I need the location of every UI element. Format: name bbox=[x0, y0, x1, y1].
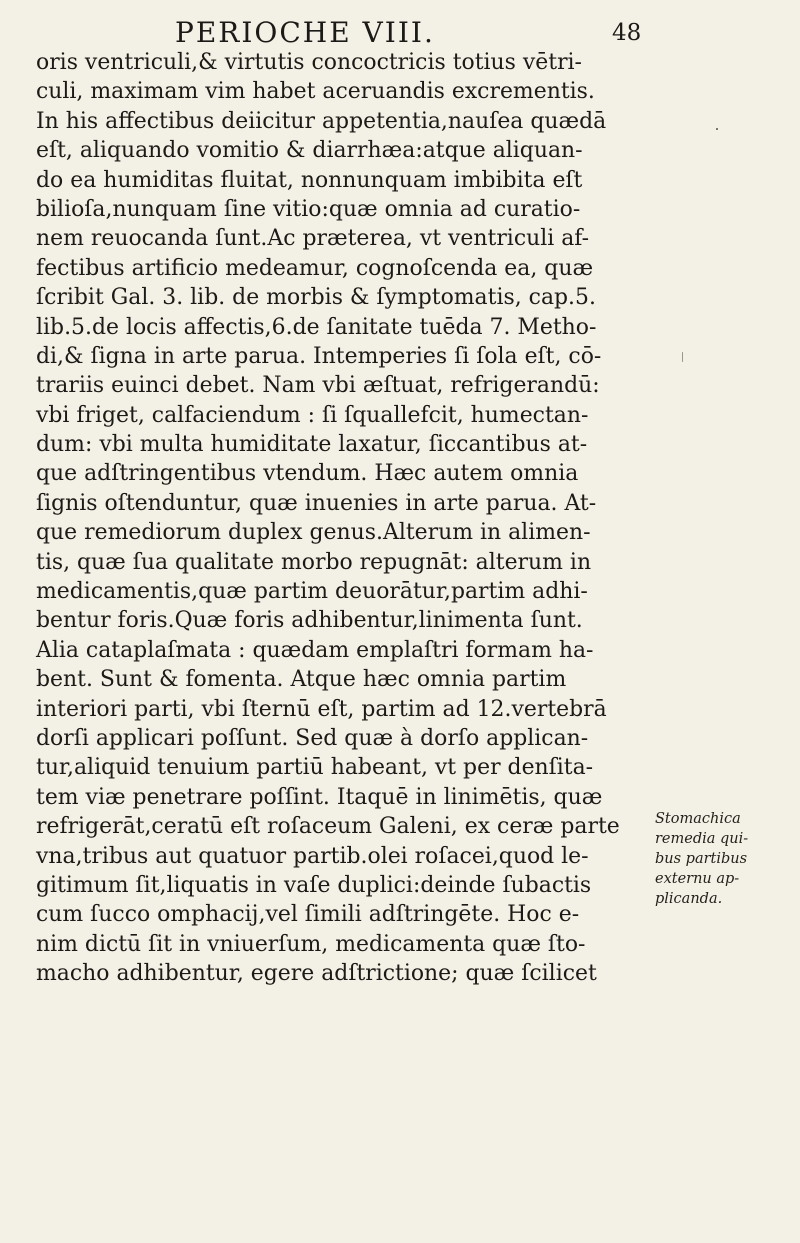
text-line: di,& ſigna in arte parua. Intemperies ſi ſola eſt, cō- bbox=[36, 343, 602, 369]
margin-note-line: remedia qui- bbox=[655, 831, 749, 847]
text-line: culi, maximam vim habet aceruandis excrementis. bbox=[36, 79, 595, 105]
text-line: macho adhibentur, egere adſtrictione; quæ ſcilicet bbox=[36, 961, 597, 987]
text-line: dum: vbi multa humiditate laxatur, ſiccantibus at- bbox=[36, 432, 588, 458]
text-line: nem reuocanda ſunt.Ac præterea, vt ventriculi af- bbox=[36, 226, 590, 252]
text-line: ſcribit Gal. 3. lib. de morbis & ſymptomatis, cap.5. bbox=[36, 285, 596, 311]
text-line: ſignis oſtenduntur, quæ inuenies in arte parua. At- bbox=[36, 490, 597, 516]
text-line: cum ſucco omphacij,vel ſimili adſtringēte. Hoc e- bbox=[36, 902, 580, 928]
text-line: que remediorum duplex genus.Alterum in alimen- bbox=[36, 520, 591, 546]
running-head-title: PERIOCHE VIII. bbox=[175, 16, 435, 49]
text-line: eſt, aliquando vomitio & diarrhæa:atque aliquan- bbox=[36, 138, 583, 164]
ink-speck bbox=[716, 128, 718, 130]
ink-speck bbox=[682, 352, 683, 362]
margin-note-line: plicanda. bbox=[655, 891, 723, 907]
text-line: gitimum ſit,liquatis in vaſe duplici:deinde ſubactis bbox=[36, 872, 592, 898]
text-line: trariis euinci debet. Nam vbi æſtuat, refrigerandū: bbox=[36, 373, 600, 399]
text-line: vbi friget, calfaciendum : ſi ſquallefcit, humectan- bbox=[36, 402, 589, 428]
text-line: bentur foris.Quæ foris adhibentur,linimenta ſunt. bbox=[36, 608, 583, 634]
text-line: nim dictū ſit in vniuerſum, medicamenta quæ ſto- bbox=[36, 931, 586, 957]
margin-note-line: Stomachica bbox=[655, 811, 741, 827]
text-line: tur,aliquid tenuium partiū habeant, vt per denſita- bbox=[36, 755, 594, 781]
text-line: refrigerāt,ceratū eſt roſaceum Galeni, ex ceræ parte bbox=[36, 814, 620, 840]
running-head bbox=[0, 8, 800, 52]
text-line: do ea humiditas fluitat, nonnunquam imbibita eſt bbox=[36, 167, 583, 193]
text-line: In his affectibus deiicitur appetentia,nauſea quædā bbox=[36, 108, 607, 134]
text-line: bilioſa,nunquam ſine vitio:quæ omnia ad curatio- bbox=[36, 196, 581, 222]
text-line: bent. Sunt & fomenta. Atque hæc omnia partim bbox=[36, 667, 567, 693]
text-line: interiori parti, vbi ſternū eſt, partim ad 12.vertebrā bbox=[36, 696, 607, 722]
text-line: fectibus artificio medeamur, cognoſcenda ea, quæ bbox=[36, 255, 594, 281]
margin-note-line: externu ap- bbox=[655, 871, 740, 887]
text-line: vna,tribus aut quatuor partib.olei roſacei,quod le- bbox=[36, 843, 589, 869]
margin-note bbox=[655, 809, 795, 909]
margin-note-line: bus partibus bbox=[655, 851, 748, 867]
text-line: lib.5.de locis affectis,6.de ſanitate tuēda 7. Metho- bbox=[36, 314, 597, 340]
body-text bbox=[36, 48, 656, 989]
text-line: tem viæ penetrare poſſint. Itaquē in linimētis, quæ bbox=[36, 784, 603, 810]
text-line: tis, quæ ſua qualitate morbo repugnāt: alterum in bbox=[36, 549, 592, 575]
text-line: Alia cataplaſmata : quædam emplaſtri formam ha- bbox=[36, 637, 594, 663]
text-line: que adſtringentibus vtendum. Hæc autem omnia bbox=[36, 461, 579, 487]
text-line: medicamentis,quæ partim deuorātur,partim adhi- bbox=[36, 579, 588, 605]
text-line: dorſi applicari poſſunt. Sed quæ à dorſo applican- bbox=[36, 725, 589, 751]
page-number: 48 bbox=[612, 20, 642, 46]
text-line: oris ventriculi,& virtutis concoctricis totius vētri- bbox=[36, 50, 582, 75]
